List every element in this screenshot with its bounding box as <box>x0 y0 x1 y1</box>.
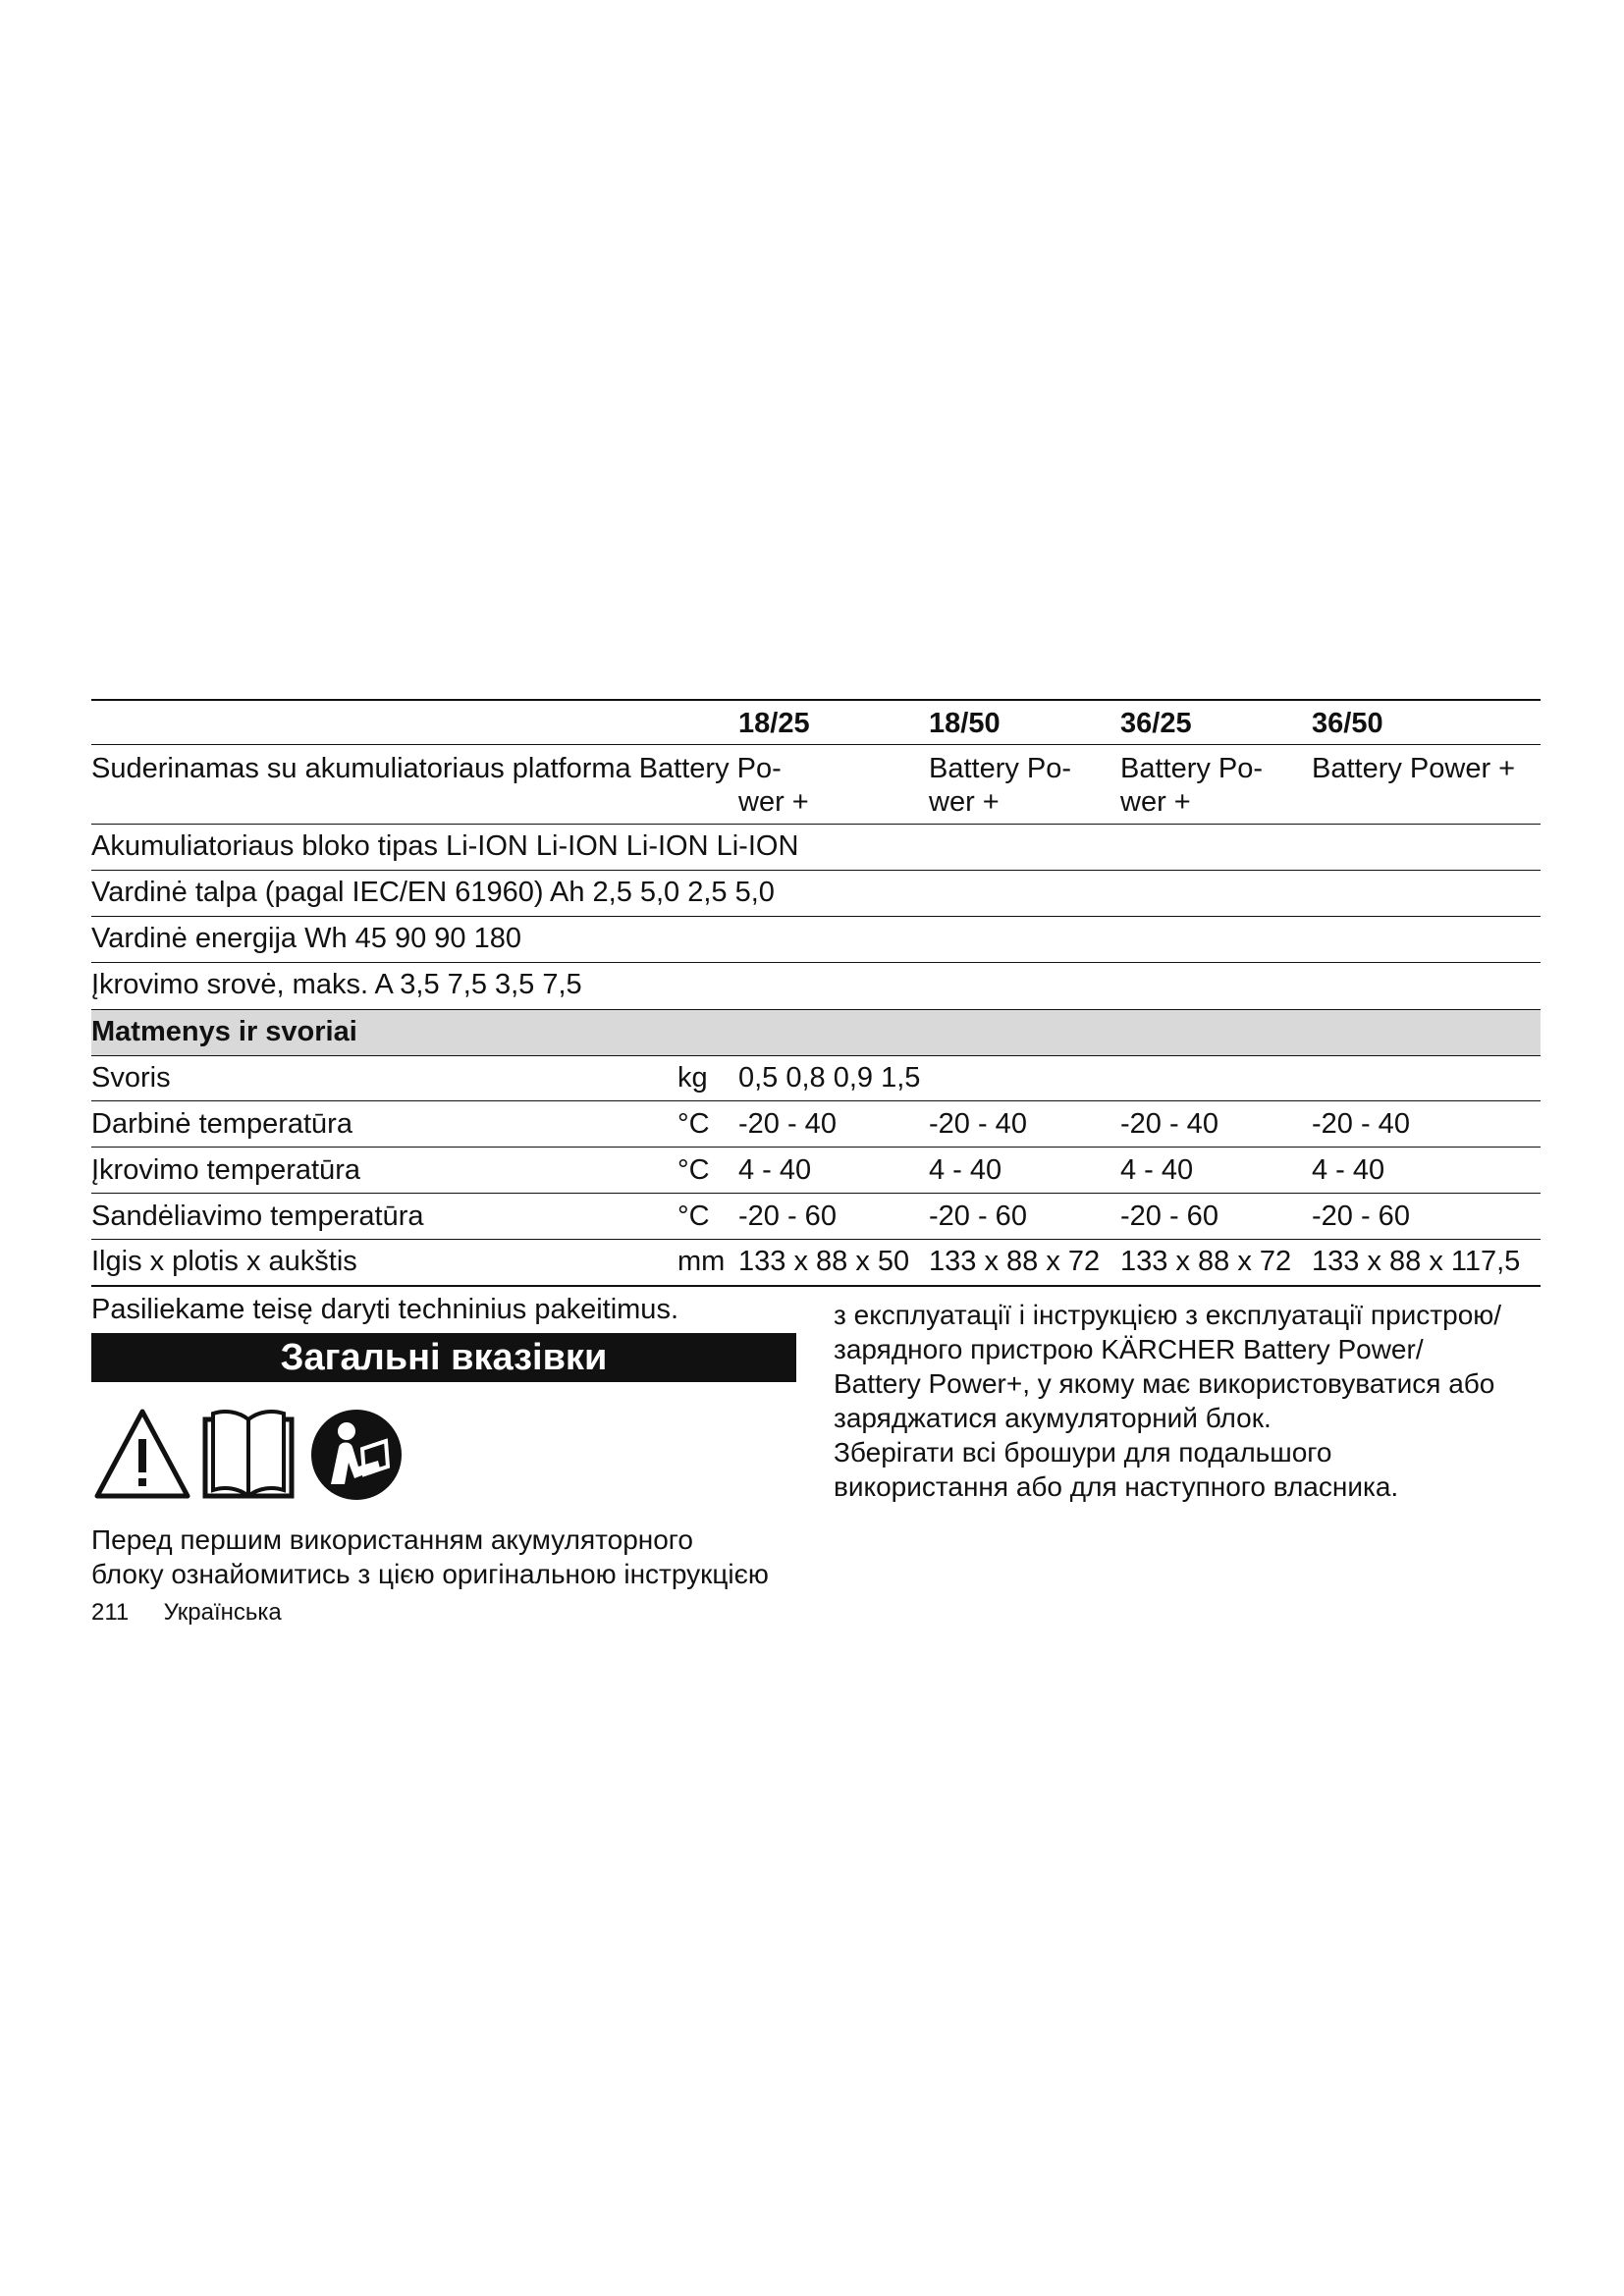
right-paragraph-line: з експлуатації і інструкцією з експлуатації пристрою/ <box>834 1300 1502 1330</box>
warning-triangle-icon <box>97 1412 188 1496</box>
row-value: 133 x 88 x 72 <box>929 1246 1101 1277</box>
row-value: -20 - 40 <box>738 1108 837 1140</box>
row-label: Svoris <box>91 1062 171 1094</box>
right-paragraph-line: Battery Power+, у якому має використовуватися або <box>834 1368 1495 1399</box>
note-text: Pasiliekame teisę daryti techninius pakeitimus. <box>91 1294 678 1325</box>
row-unit: °C <box>677 1154 710 1186</box>
row-platform-value: Battery Power + <box>1312 753 1516 784</box>
table-rule <box>91 916 1541 917</box>
row-unit: °C <box>677 1108 710 1140</box>
row-label: Sandėliavimo temperatūra <box>91 1201 424 1232</box>
row-value: 4 - 40 <box>1120 1154 1194 1186</box>
row-label: Ilgis x plotis x aukštis <box>91 1246 357 1277</box>
row-value: 4 - 40 <box>738 1154 812 1186</box>
row-platform-value: Battery Po- <box>929 753 1072 784</box>
row-value: 133 x 88 x 72 <box>1120 1246 1292 1277</box>
table-rule <box>91 1100 1541 1101</box>
column-header: 18/50 <box>929 708 1001 739</box>
right-paragraph-line: заряджатися акумуляторний блок. <box>834 1403 1272 1433</box>
row-platform-value: Battery Po- <box>1120 753 1264 784</box>
table-rule <box>91 1193 1541 1194</box>
column-header: 36/25 <box>1120 708 1192 739</box>
row-platform-label: Suderinamas su akumuliatoriaus platforma Battery Po- <box>91 753 782 784</box>
table-rule <box>91 870 1541 871</box>
row-value: -20 - 60 <box>1120 1201 1218 1232</box>
manual-book-icon <box>205 1412 292 1496</box>
footer-language: Українська <box>163 1599 282 1626</box>
safety-icons <box>91 1406 406 1504</box>
table-rule <box>91 1239 1541 1240</box>
left-paragraph-line: Перед першим використанням акумуляторного <box>91 1524 693 1555</box>
row-unit: mm <box>677 1246 726 1277</box>
row-platform-value: wer + <box>738 786 809 818</box>
row-platform-value: wer + <box>1120 786 1191 818</box>
row-value: 0,5 0,8 0,9 1,5 <box>738 1062 921 1094</box>
table-rule <box>91 1055 1541 1056</box>
table-rule <box>91 1147 1541 1148</box>
row-value: 4 - 40 <box>1312 1154 1385 1186</box>
right-paragraph-line: зарядного пристрою KÄRCHER Battery Power/ <box>834 1334 1424 1364</box>
row-unit: kg <box>677 1062 708 1094</box>
row-value: -20 - 60 <box>929 1201 1027 1232</box>
row-label: Darbinė temperatūra <box>91 1108 352 1140</box>
row-value: -20 - 60 <box>738 1201 837 1232</box>
table-bottom-rule <box>91 1285 1541 1287</box>
row-value: -20 - 40 <box>1120 1108 1218 1140</box>
table-rule <box>91 962 1541 963</box>
row-value: -20 - 60 <box>1312 1201 1410 1232</box>
row-charge-current: Įkrovimo srovė, maks. A 3,5 7,5 3,5 7,5 <box>91 969 582 1000</box>
table-top-rule <box>91 699 1541 701</box>
row-battery-type: Akumuliatoriaus bloko tipas Li-ION Li-ION Li-ION Li-ION <box>91 830 799 862</box>
table-rule <box>91 744 1541 745</box>
section-title: Matmenys ir svoriai <box>91 1016 357 1047</box>
page-number: 211 <box>91 1599 130 1626</box>
row-platform-value: wer + <box>929 786 1000 818</box>
column-header: 18/25 <box>738 708 810 739</box>
right-paragraph-line: використання або для наступного власника. <box>834 1471 1399 1502</box>
left-paragraph-line: блоку ознайомитись з цією оригінальною інструкцією <box>91 1559 769 1589</box>
row-value: 133 x 88 x 50 <box>738 1246 910 1277</box>
row-energy: Vardinė energija Wh 45 90 90 180 <box>91 923 521 954</box>
column-header: 36/50 <box>1312 708 1383 739</box>
row-value: -20 - 40 <box>1312 1108 1410 1140</box>
page-footer <box>91 1598 282 1628</box>
section-heading: Загальні вказівки <box>91 1333 796 1382</box>
read-manual-icon <box>311 1410 402 1500</box>
row-capacity: Vardinė talpa (pagal IEC/EN 61960) Ah 2,5 5,0 2,5 5,0 <box>91 877 775 908</box>
row-value: 133 x 88 x 117,5 <box>1312 1246 1521 1277</box>
row-unit: °C <box>677 1201 710 1232</box>
table-rule <box>91 824 1541 825</box>
row-value: -20 - 40 <box>929 1108 1027 1140</box>
right-paragraph-line: Зберігати всі брошури для подальшого <box>834 1437 1332 1468</box>
row-value: 4 - 40 <box>929 1154 1002 1186</box>
row-label: Įkrovimo temperatūra <box>91 1154 360 1186</box>
